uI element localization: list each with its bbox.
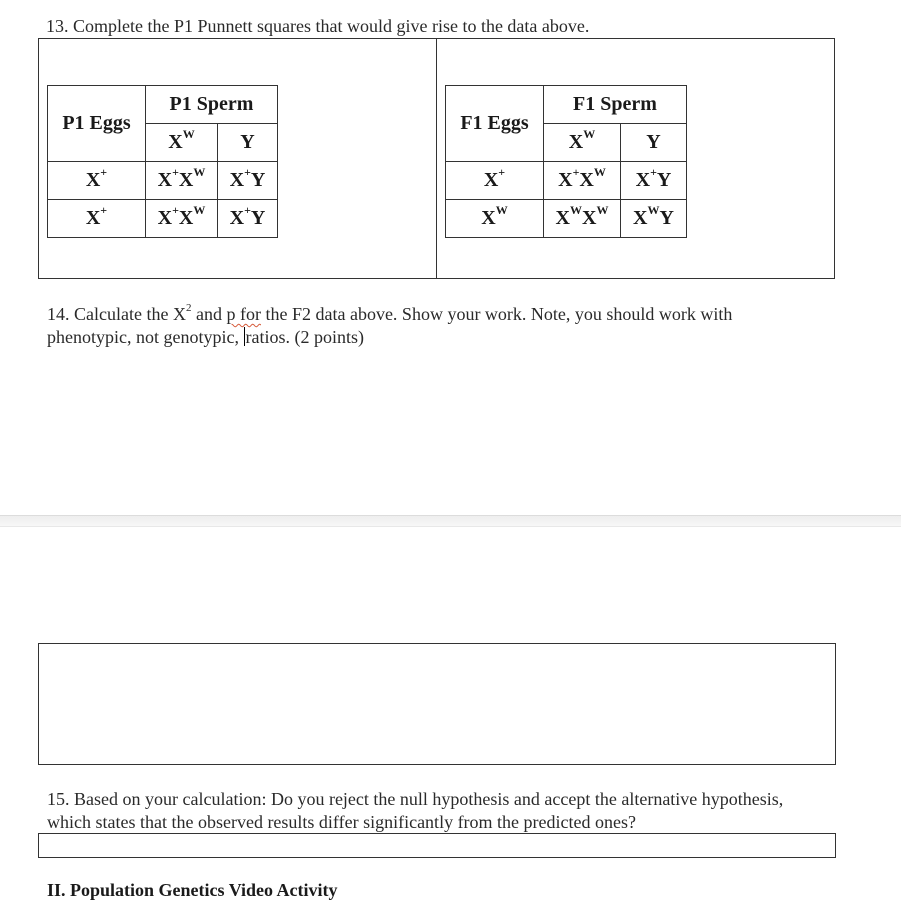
p1-egg-allele[interactable]: X+	[48, 162, 146, 200]
panel-divider	[436, 38, 437, 279]
f1-punnett-square	[445, 85, 687, 238]
p1-eggs-header: P1 Eggs	[48, 86, 146, 162]
f1-sperm-header: F1 Sperm	[544, 86, 687, 124]
f1-genotype-cell[interactable]: X+Y	[621, 162, 687, 200]
f1-eggs-header: F1 Eggs	[446, 86, 544, 162]
p1-genotype-cell[interactable]: $X^+X^W$	[146, 200, 218, 238]
p1-sperm-header: P1 Sperm	[146, 86, 278, 124]
f1-egg-allele[interactable]: X+	[446, 162, 544, 200]
page-break	[0, 515, 901, 527]
p1-sperm-allele[interactable]: Y	[218, 124, 278, 162]
p1-punnett-square	[47, 85, 278, 238]
f1-sperm-allele[interactable]: Y	[621, 124, 687, 162]
f1-genotype-cell[interactable]: $X^+X^W$	[544, 162, 621, 200]
question-15-text: 15. Based on your calculation: Do you reject the null hypothesis and accept the alternative hypothesis, which states that the observed results differ significantly from the predicted ones?	[47, 789, 784, 832]
p1-genotype-cell[interactable]: X+Y	[218, 162, 278, 200]
f1-genotype-cell[interactable]: $X^WY$	[621, 200, 687, 238]
answer-box-q14[interactable]	[38, 643, 836, 765]
p1-egg-allele[interactable]: X+	[48, 200, 146, 238]
f1-sperm-allele[interactable]: $X^W$	[544, 124, 621, 162]
f1-egg-allele[interactable]: $X^W$	[446, 200, 544, 238]
p1-sperm-allele[interactable]: $X^W$	[146, 124, 218, 162]
question-14-text: 14. Calculate the $X^2$ and p for the F2 data above. Show your work. Note, you should work with phenotypic, not genotypic, ratios. (2 points)	[47, 302, 733, 347]
question-13-text: 13. Complete the P1 Punnett squares that would give rise to the data above.	[46, 16, 590, 36]
section-title: II. Population Genetics Video Activity	[47, 880, 338, 900]
answer-box-q15[interactable]	[38, 833, 836, 858]
p1-genotype-cell[interactable]: $X^+X^W$	[146, 162, 218, 200]
f1-genotype-cell[interactable]: $X^WX^W$	[544, 200, 621, 238]
p1-genotype-cell[interactable]: X+Y	[218, 200, 278, 238]
spellcheck-squiggle[interactable]: p for	[226, 304, 261, 324]
